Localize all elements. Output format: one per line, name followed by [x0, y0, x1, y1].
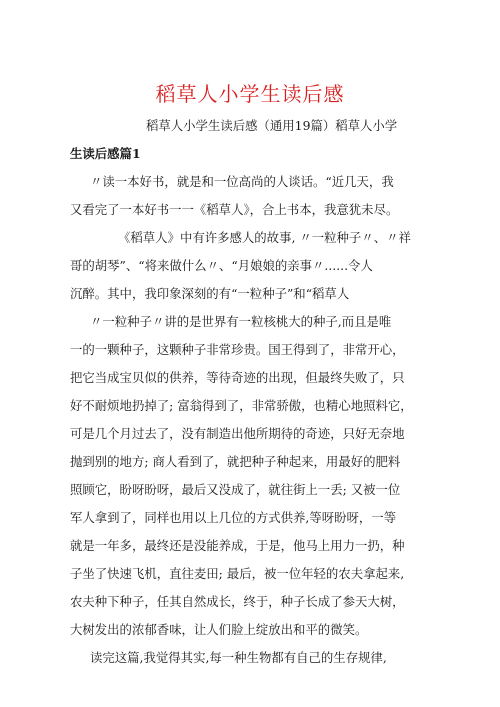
body-line: 大树发出的浓郁香味，让人们脸上绽放出和平的微笑。 [70, 622, 368, 637]
body-line: 就是一年多，最终还是没能养成，于是，他马上用力一扔，种 [70, 538, 405, 553]
body-line: 子坐了快速飞机，直往麦田; 最后，被一位年轻的农夫拿起来, [70, 566, 405, 581]
body-line: 读完这篇,我觉得其实,每一种生物都有自己的生存规律, [90, 650, 387, 665]
body-line: 〃一粒种子〃讲的是世界有一粒核桃大的种子,而且是唯 [90, 314, 392, 329]
body-line: 又看完了一本好书一一《稻草人》，合上书本，我意犹未尽。 [70, 202, 399, 217]
body-line: 可是几个月过去了，没有制造出他所期待的奇迹，只好无奈地 [70, 426, 405, 441]
body-line: 好不耐烦地扔掉了; 富翁得到了，非常骄傲，也精心地照料它， [70, 398, 413, 413]
body-line: 把它当成宝贝似的供养，等待奇迹的出现，但最终失败了，只 [70, 370, 405, 385]
body-line: 照顾它，盼呀盼呀，最后又没成了，就往街上一丢; 又被一位 [70, 482, 401, 497]
body-line: 哥的胡琴”、“将来做什么〃、“月娘娘的亲事〃......令人 [70, 258, 373, 273]
body-line: 《稻草人》中有许多感人的故事, 〃一粒种子〃、〃祥 [118, 230, 411, 245]
body-line: 〃读一本好书，就是和一位高尚的人谈话。“近几天，我 [90, 174, 394, 189]
body-line: 农夫种下种子，任其自然成长，终于，种子长成了参天大树， [70, 594, 405, 609]
subtitle-line-1 [146, 118, 436, 134]
body-line: 军人拿到了，同样也用以上几位的方式供养,等呀盼呀，一等 [70, 510, 397, 525]
subtitle-text-1: 稻草人小学生读后感（通用19篇）稻草人小学 [146, 118, 398, 133]
body-line: 抛到别的地方; 商人看到了，就把种子种起来，用最好的肥料 [70, 454, 401, 469]
page-title: 稻草人小学生读后感 [155, 82, 345, 106]
body-line: 沉醉。其中，我印象深刻的有“一粒种子”和“稻草人 [70, 286, 350, 301]
subtitle-line-2 [70, 146, 432, 162]
subtitle-text-2: 生读后感篇1 [70, 146, 141, 161]
body-line: 一的一颗种子，这颗种子非常珍贵。国王得到了，非常开心， [70, 342, 405, 357]
